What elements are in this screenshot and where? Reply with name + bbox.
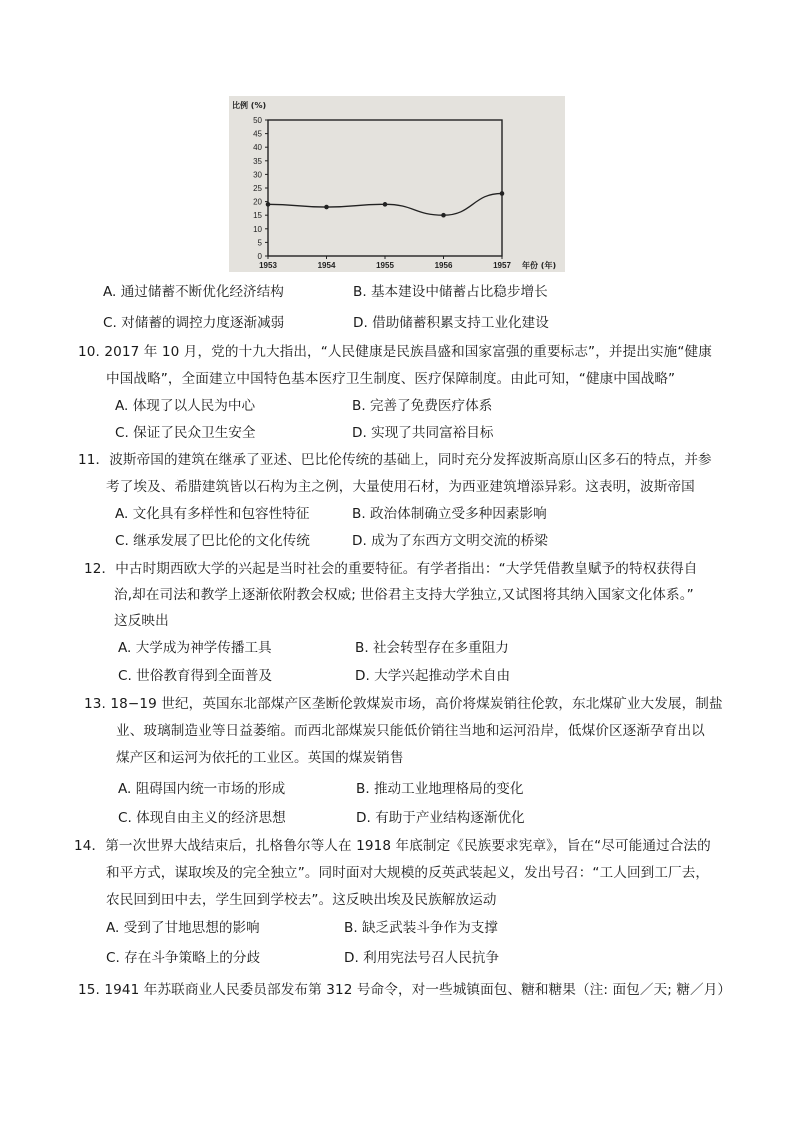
- line-chart-svg: [229, 96, 565, 272]
- q13-stem-line3: 煤产区和运河为依托的工业区。英国的煤炭销售: [116, 750, 404, 766]
- q13-option-c[interactable]: C. 体现自由主义的经济思想: [118, 810, 286, 826]
- q15-stem-line1: 15. 1941 年苏联商业人民委员部发布第 312 号命令，对一些城镇面包、糖和糖果（注: 面包／天; 糖／月）: [78, 982, 732, 998]
- q10-option-a[interactable]: A. 体现了以人民为中心: [115, 398, 256, 414]
- y-tick-label: 20: [253, 197, 262, 207]
- data-point: [266, 202, 271, 207]
- q14-option-a[interactable]: A. 受到了甘地思想的影响: [106, 920, 260, 936]
- q11-option-d[interactable]: D. 成为了东西方文明交流的桥梁: [352, 533, 548, 549]
- y-tick-label: 35: [253, 156, 262, 166]
- q13-option-a[interactable]: A. 阻碍国内统一市场的形成: [118, 781, 286, 797]
- q14-stem-line3: 农民回到田中去，学生回到学校去”。这反映出埃及民族解放运动: [106, 892, 497, 908]
- line-chart: [229, 96, 565, 272]
- y-tick-label: 30: [253, 170, 262, 180]
- q9-option-c[interactable]: C. 对储蓄的调控力度逐渐减弱: [103, 315, 285, 331]
- data-point: [324, 205, 329, 210]
- q13-option-b[interactable]: B. 推动工业地理格局的变化: [356, 781, 524, 797]
- q13-stem-line2: 业、玻璃制造业等日益萎缩。而西北部煤炭只能低价销往当地和运河沿岸，低煤价区逐渐孕育出以: [116, 723, 705, 739]
- q13-option-d[interactable]: D. 有助于产业结构逐渐优化: [356, 810, 525, 826]
- q12-stem-line1: 12．中古时期西欧大学的兴起是当时社会的重要特征。有学者指出：“大学凭借教皇赋予的特权获得自: [84, 561, 698, 577]
- data-point: [500, 191, 505, 196]
- x-tick-label: 1956: [434, 261, 453, 270]
- q11-option-c[interactable]: C. 继承发展了巴比伦的文化传统: [115, 533, 310, 549]
- y-tick-label: 25: [253, 184, 262, 193]
- q10-stem-line1: 10. 2017 年 10 月，党的十九大指出，“人民健康是民族昌盛和国家富强的重要标志”，并提出实施“健康: [78, 344, 712, 360]
- y-axis-label: 比例 (%): [232, 101, 267, 110]
- q12-stem-line2: 治,却在司法和教学上逐渐依附教会权威; 世俗君主支持大学独立,又试图将其纳入国家文化体系。”: [114, 587, 694, 603]
- x-tick-label: 1957: [493, 261, 511, 270]
- x-tick-label: 1953: [259, 261, 277, 270]
- x-axis-label: 年份 (年): [522, 261, 557, 270]
- q12-option-d[interactable]: D. 大学兴起推动学术自由: [355, 668, 511, 684]
- q9-option-d[interactable]: D. 借助储蓄积累支持工业化建设: [353, 315, 549, 331]
- x-tick-label: 1954: [317, 261, 336, 270]
- y-tick-label: 40: [253, 143, 262, 153]
- q10-stem-line2: 中国战略”，全面建立中国特色基本医疗卫生制度、医疗保障制度。由此可知，“健康中国战略”: [106, 371, 676, 387]
- q13-stem-line1: 13. 18−19 世纪，英国东北部煤产区垄断伦敦煤炭市场，高价将煤炭销往伦敦，东北煤矿业大发展，制盐: [84, 696, 723, 712]
- y-tick-label: 45: [253, 129, 262, 139]
- q12-option-a[interactable]: A. 大学成为神学传播工具: [118, 640, 272, 656]
- x-tick-label: 1955: [376, 261, 394, 270]
- q12-option-b[interactable]: B. 社会转型存在多重阻力: [355, 640, 509, 656]
- plot-frame: [268, 120, 502, 256]
- q11-stem-line2: 考了埃及、希腊建筑皆以石构为主之例，大量使用石材，为西亚建筑增添异彩。这表明，波斯帝国: [106, 479, 695, 495]
- q9-option-a[interactable]: A. 通过储蓄不断优化经济结构: [103, 284, 284, 300]
- q12-stem-line3: 这反映出: [114, 613, 169, 629]
- data-point: [441, 213, 446, 218]
- y-tick-label: 0: [257, 252, 262, 261]
- q12-option-c[interactable]: C. 世俗教育得到全面普及: [118, 668, 273, 684]
- q10-option-b[interactable]: B. 完善了免费医疗体系: [352, 398, 493, 414]
- y-tick-label: 10: [253, 224, 262, 234]
- q14-stem-line1: 14．第一次世界大战结束后，扎格鲁尔等人在 1918 年底制定《民族要求宪章》，旨在“尽可能通过合法的: [74, 838, 711, 854]
- q14-option-d[interactable]: D. 利用宪法号召人民抗争: [344, 950, 500, 966]
- q11-option-b[interactable]: B. 政治体制确立受多种因素影响: [352, 506, 547, 522]
- y-tick-label: 5: [257, 238, 262, 248]
- q14-option-b[interactable]: B. 缺乏武装斗争作为支撑: [344, 920, 498, 936]
- q14-option-c[interactable]: C. 存在斗争策略上的分歧: [106, 950, 261, 966]
- q10-option-d[interactable]: D. 实现了共同富裕目标: [352, 425, 494, 441]
- q9-option-b[interactable]: B. 基本建设中储蓄占比稳步增长: [353, 284, 548, 300]
- data-point: [383, 202, 388, 207]
- q11-stem-line1: 11．波斯帝国的建筑在继承了亚述、巴比伦传统的基础上，同时充分发挥波斯高原山区多石的特点，并参: [78, 452, 712, 468]
- q11-option-a[interactable]: A. 文化具有多样性和包容性特征: [115, 506, 310, 522]
- q14-stem-line2: 和平方式，谋取埃及的完全独立”。同时面对大规模的反英武装起义，发出号召：“工人回到工厂去，: [106, 865, 710, 881]
- q10-option-c[interactable]: C. 保证了民众卫生安全: [115, 425, 256, 441]
- y-tick-label: 15: [253, 211, 262, 221]
- y-tick-label: 50: [253, 116, 262, 125]
